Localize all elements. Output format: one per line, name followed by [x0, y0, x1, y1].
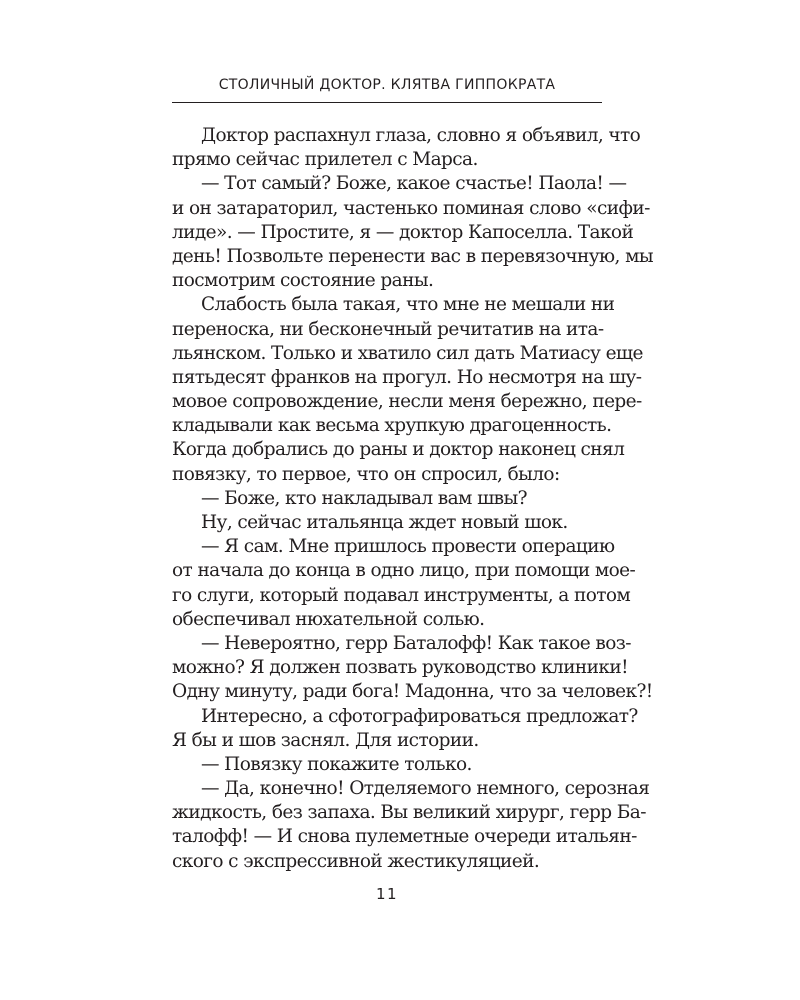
text-line: — Тот самый? Боже, какое счастье! Паола! — — [201, 173, 627, 195]
text-line: переноска, ни бесконечный речитатив на ита- — [172, 318, 604, 340]
running-head: СТОЛИЧНЫЙ ДОКТОР. КЛЯТВА ГИППОКРАТА — [218, 77, 556, 93]
text-line: го слуги, который подавал инструменты, а потом — [172, 584, 631, 606]
text-line: ского с экспрессивной жестикуляцией. — [172, 850, 540, 872]
text-line: кладывали как весьма хрупкую драгоценность. — [172, 415, 612, 437]
text-line: Я бы и шов заснял. Для истории. — [172, 729, 479, 751]
text-line: талофф! — И снова пулеметные очереди итальян- — [172, 826, 637, 848]
header-rule — [172, 102, 602, 103]
text-line: посмотрим состояние раны. — [172, 270, 434, 292]
body-text — [172, 124, 654, 874]
text-line: Слабость была такая, что мне не мешали ни — [201, 294, 615, 316]
text-line: и он затараторил, частенько поминая слово «сифи- — [172, 197, 650, 219]
text-line: мовое сопровождение, несли меня бережно, пере- — [172, 391, 642, 413]
text-line: — Боже, кто накладывал вам швы? — [201, 487, 527, 509]
text-line: льянском. Только и хватило сил дать Матиасу еще — [172, 342, 643, 364]
text-line: — Я сам. Мне пришлось провести операцию — [201, 536, 615, 558]
page-number: 11 — [375, 885, 399, 903]
text-line: жидкость, без запаха. Вы великий хирург, герр Ба- — [172, 802, 646, 824]
text-line: пятьдесят франков на прогул. Но несмотря на шу- — [172, 366, 642, 388]
text-line: Интересно, а сфотографироваться предложат? — [201, 705, 638, 727]
text-line: — Повязку покажите только. — [201, 753, 472, 775]
text-line: повязку, то первое, что он спросил, было: — [172, 463, 560, 485]
text-line: — Невероятно, герр Баталофф! Как такое воз- — [201, 632, 631, 654]
text-line: можно? Я должен позвать руководство клиники! — [172, 657, 628, 679]
text-line: — Да, конечно! Отделяемого немного, серозная — [201, 778, 650, 800]
text-line: Одну минуту, ради бога! Мадонна, что за человек?! — [172, 681, 653, 703]
text-line: Когда добрались до раны и доктор наконец снял — [172, 439, 625, 461]
text-line: от начала до конца в одно лицо, при помощи мое- — [172, 560, 636, 582]
text-line: обеспечивал нюхательной солью. — [172, 608, 485, 630]
text-line: прямо сейчас прилетел с Марса. — [172, 149, 478, 171]
text-line: Ну, сейчас итальянца ждет новый шок. — [201, 512, 568, 533]
text-line: день! Позвольте перенести вас в перевязочную, мы — [172, 245, 654, 267]
text-line: лиде». — Простите, я — доктор Капоселла. Такой — [172, 221, 634, 243]
text-line: Доктор распахнул глаза, словно я объявил, что — [201, 125, 641, 146]
